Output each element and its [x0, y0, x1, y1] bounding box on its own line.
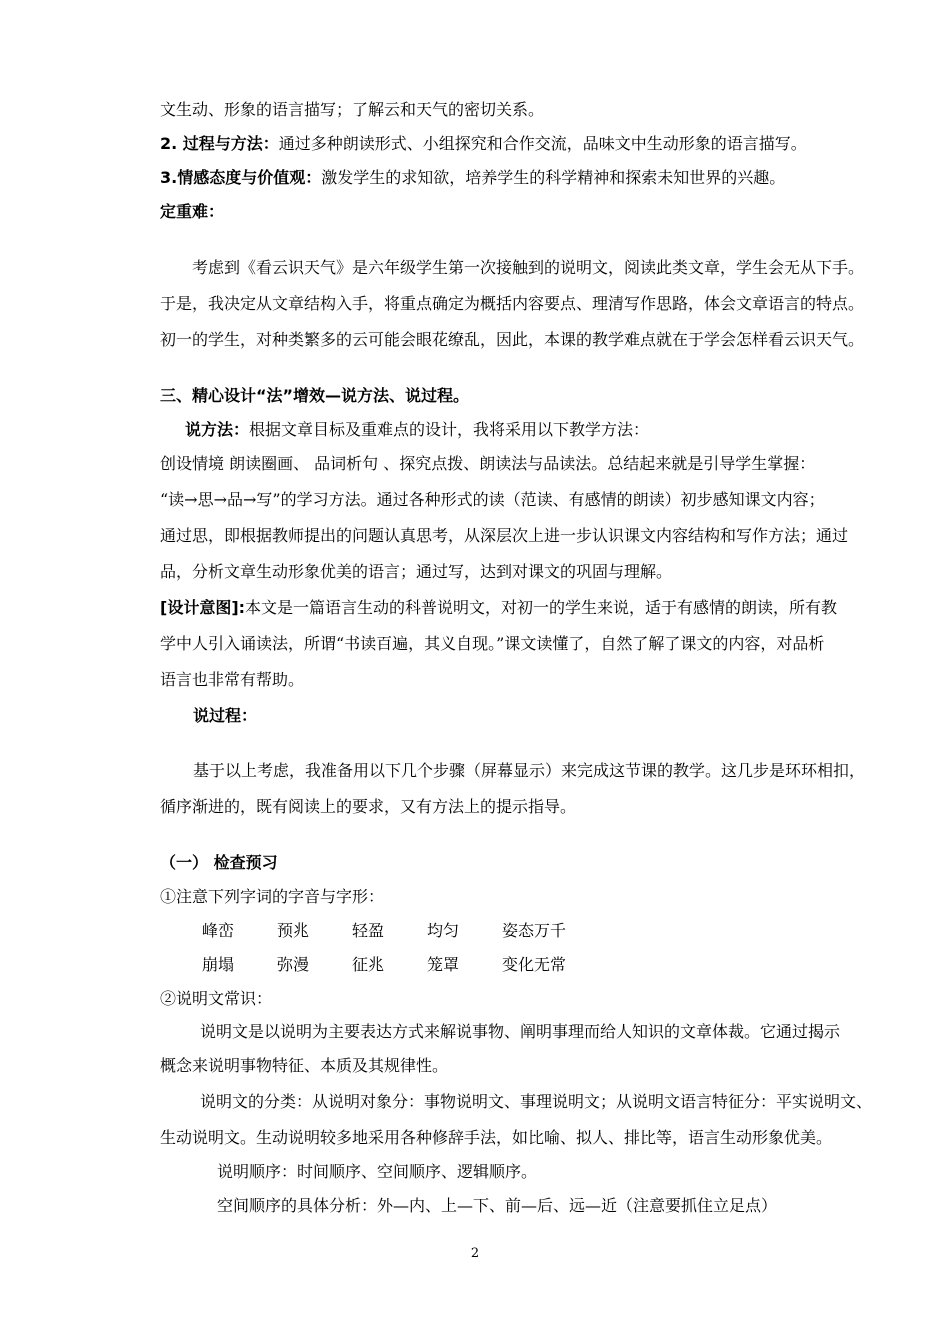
paragraph-line: 通过思，即根据教师提出的问题认真思考，从深层次上进一步认识课文内容结构和写作方法；通过	[160, 526, 849, 545]
section-heading-three: 三、精心设计“法”增效—说方法、说过程。	[160, 386, 470, 405]
vocab-word: 轻盈	[352, 921, 385, 940]
vocab-word: 弥漫	[277, 955, 310, 974]
design-intent-text: 本文是一篇语言生动的科普说明文，对初一的学生来说，适于有感情的朗读，所有教	[245, 598, 838, 617]
page-number: 2	[470, 1246, 480, 1261]
methods-label: 说方法：	[185, 420, 250, 439]
vocab-instruction: ①注意下列字词的字音与字形：	[160, 887, 385, 906]
objective-label: 3.情感态度与价值观：	[160, 168, 322, 187]
objective-process-methods	[160, 133, 807, 155]
methods-intro	[185, 419, 649, 441]
objective-label: 2. 过程与方法：	[160, 134, 279, 153]
vocab-word: 均匀	[427, 921, 460, 940]
process-heading: 说过程：	[193, 706, 258, 725]
vocab-row-2	[202, 954, 566, 976]
section-heading-key-difficulties: 定重难：	[160, 202, 225, 221]
paragraph-line: “读→思→品→写”的学习方法。通过各种形式的读（范读、有感情的朗读）初步感知课文内容；	[160, 490, 825, 509]
vocab-word: 崩塌	[202, 955, 235, 974]
vocab-word: 变化无常	[502, 955, 567, 974]
paragraph-line: 品，分析文章生动形象优美的语言；通过写，达到对课文的巩固与理解。	[160, 562, 673, 581]
objective-text: 通过多种朗读形式、小组探究和合作交流，品味文中生动形象的语言描写。	[278, 134, 807, 153]
paragraph-line: 循序渐进的，既有阅读上的要求，又有方法上的提示指导。	[160, 797, 577, 816]
objective-text: 激发学生的求知欲，培养学生的科学精神和探索未知世界的兴趣。	[321, 168, 786, 187]
paragraph-line: 考虑到《看云识天气》是六年级学生第一次接触到的说明文，阅读此类文章，学生会无从下手。	[192, 258, 865, 277]
vocab-word: 预兆	[277, 921, 310, 940]
objective-text-continued: 文生动、形象的语言描写；了解云和天气的密切关系。	[160, 100, 545, 119]
paragraph-line: 基于以上考虑，我准备用以下几个步骤（屏幕显示）来完成这节课的教学。这几步是环环相扣，	[193, 761, 866, 780]
paragraph-line: 语言也非常有帮助。	[160, 670, 305, 689]
vocab-word: 姿态万千	[502, 921, 567, 940]
vocab-row-1	[202, 920, 566, 942]
paragraph-line: 生动说明文。生动说明较多地采用各种修辞手法，如比喻、拟人、排比等，语言生动形象优美。	[160, 1128, 833, 1147]
step-one-heading: （一） 检查预习	[160, 853, 278, 872]
methods-text: 根据文章目标及重难点的设计，我将采用以下教学方法：	[249, 420, 650, 439]
expository-knowledge-heading: ②说明文常识：	[160, 989, 273, 1008]
paragraph-line: 初一的学生，对种类繁多的云可能会眼花缭乱，因此，本课的教学难点就在于学会怎样看云识天气。	[160, 330, 865, 349]
paragraph-line: 空间顺序的具体分析：外—内、上—下、前—后、远—近（注意要抓住立足点）	[217, 1196, 778, 1215]
vocab-word: 笼罩	[427, 955, 460, 974]
paragraph-line: 说明文是以说明为主要表达方式来解说事物、阐明事理而给人知识的文章体裁。它通过揭示	[200, 1022, 841, 1041]
objective-emotion-values	[160, 167, 785, 189]
paragraph-line: 于是，我决定从文章结构入手，将重点确定为概括内容要点、理清写作思路，体会文章语言的特点。	[160, 294, 865, 313]
vocab-word: 峰峦	[202, 921, 235, 940]
design-intent-label: [设计意图]:	[160, 598, 246, 617]
design-intent-line	[160, 597, 837, 619]
vocab-word: 征兆	[352, 955, 385, 974]
paragraph-line: 概念来说明事物特征、本质及其规律性。	[160, 1056, 449, 1075]
paragraph-line: 说明文的分类：从说明对象分：事物说明文、事理说明文；从说明文语言特征分：平实说明文、	[200, 1092, 873, 1111]
paragraph-line: 学中人引入诵读法，所谓“书读百遍，其义自现。”课文读懂了，自然了解了课文的内容，对品析	[160, 634, 825, 653]
paragraph-line: 创设情境 朗读圈画、 品词析句 、探究点拨、朗读法与品读法。总结起来就是引导学生掌握：	[160, 454, 816, 473]
paragraph-line: 说明顺序：时间顺序、空间顺序、逻辑顺序。	[217, 1162, 538, 1181]
